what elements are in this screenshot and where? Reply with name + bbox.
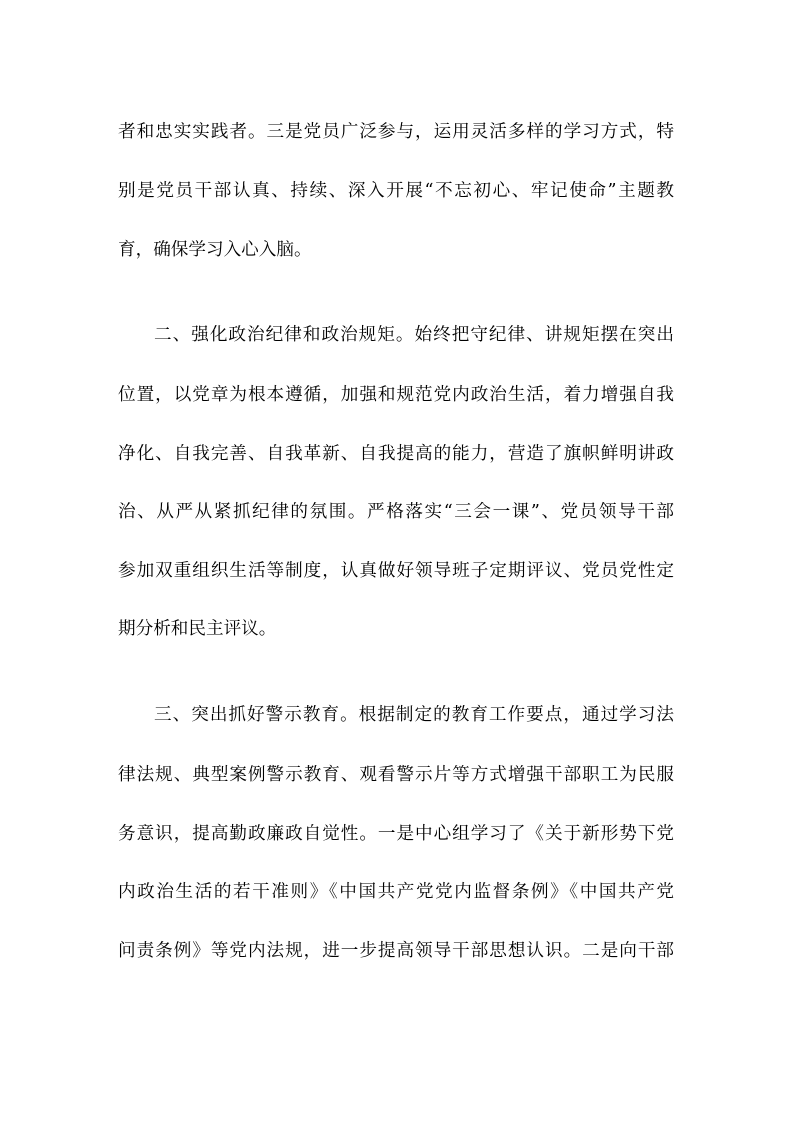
text-line: 者和忠实实践者。三是党员广泛参与，运用灵活多样的学习方式，特 [118, 122, 674, 142]
text-line: 务意识，提高勤政廉政自觉性。一是中心组学习了《关于新形势下党 [118, 824, 674, 844]
text-line: 位置，以党章为根本遵循，加强和规范党内政治生活，着力增强自我 [118, 385, 674, 405]
text-line: 问责条例》等党内法规，进一步提高领导干部思想认识。二是向干部 [118, 941, 674, 961]
text-line: 二、强化政治纪律和政治规矩。始终把守纪律、讲规矩摆在突出 [154, 325, 674, 345]
text-line: 别是党员干部认真、持续、深入开展“不忘初心、牢记使命”主题教 [118, 181, 674, 201]
text-line: 净化、自我完善、自我革新、自我提高的能力，营造了旗帜鲜明讲政 [118, 444, 674, 464]
text-line: 三、突出抓好警示教育。根据制定的教育工作要点，通过学习法 [154, 705, 674, 725]
text-line: 治、从严从紧抓纪律的氛围。严格落实“三会一课”、党员领导干部 [118, 502, 674, 522]
text-line: 期分析和民主评议。 [118, 619, 277, 639]
text-line: 内政治生活的若干准则》《中国共产党党内监督条例》《中国共产党 [118, 882, 674, 902]
text-line: 律法规、典型案例警示教育、观看警示片等方式增强干部职工为民服 [118, 765, 674, 785]
text-line: 育，确保学习入心入脑。 [118, 240, 312, 260]
text-line: 参加双重组织生活等制度，认真做好领导班子定期评议、党员党性定 [118, 561, 674, 581]
